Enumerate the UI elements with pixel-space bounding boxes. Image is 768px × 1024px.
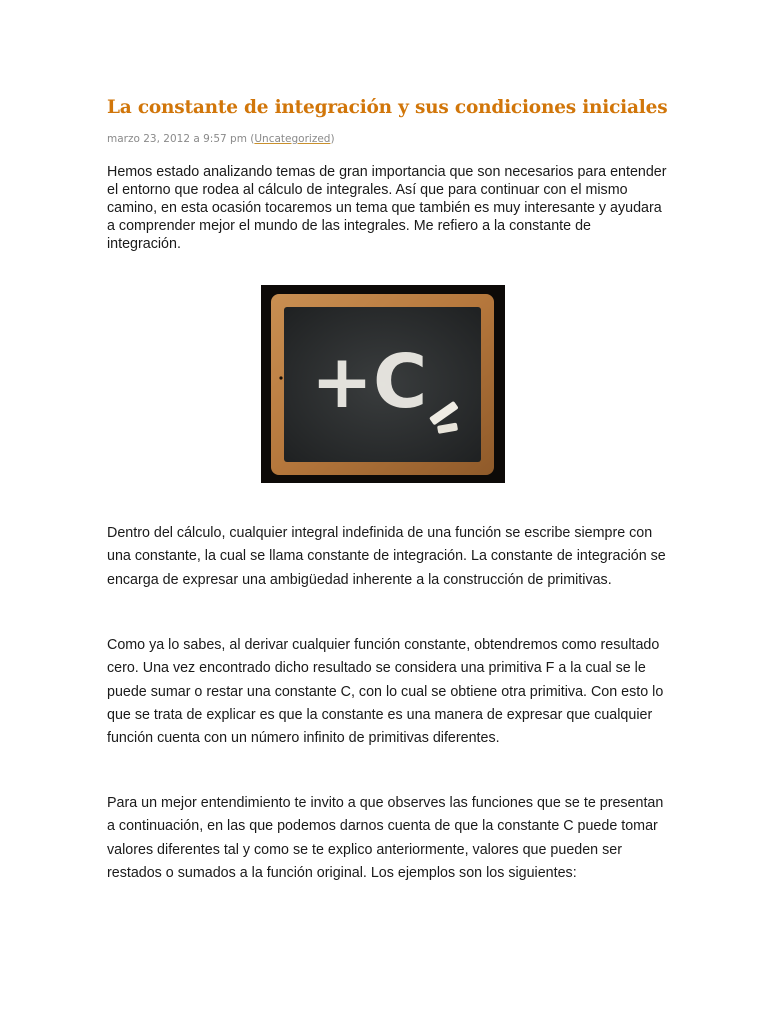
body-paragraph: Como ya lo sabes, al derivar cualquier función constante, obtendremos como resultado cero. Una vez encontrado dicho resultado se considera una primitiva F a la cual se le puede sumar o restar una constante C, con lo cual se obtiene otra primitiva. Con esto lo que se trata de explicar es que la constante es una manera de expresar que cualquier función cuenta con un número infinito de primitivas diferentes. xyxy=(107,637,664,747)
meta-close-paren: ) xyxy=(330,133,335,145)
category-link[interactable]: Uncategorized xyxy=(254,133,331,145)
chalkboard-illustration xyxy=(261,285,505,483)
body-paragraph: Dentro del cálculo, cualquier integral indefinida de una función se escribe siempre con una constante, la cual se llama constante de integración. La constante de integración se encarga de expresar una ambigüedad inherente a la construcción de primitivas. xyxy=(107,525,666,588)
chalkboard-image xyxy=(261,285,505,483)
intro-paragraph: Hemos estado analizando temas de gran importancia que son necesarios para entender el entorno que rodea al cálculo de integrales. Así que para continuar con el mismo camino, en esta ocasión tocaremos un tema que también es muy interesante y ayudara a comprender mejor el mundo de las integrales. Me refiero a la constante de integración. xyxy=(107,164,667,252)
meta-open-paren: ( xyxy=(246,133,255,145)
chalk-plus-c xyxy=(311,339,427,425)
svg-text:+C: +C xyxy=(311,339,428,425)
post-meta xyxy=(107,133,335,145)
post-title[interactable]: La constante de integración y sus condiciones iniciales xyxy=(107,97,668,118)
body-paragraph: Para un mejor entendimiento te invito a que observes las funciones que se te presentan a continuación, en las que podemos darnos cuenta de que la constante C puede tomar valores diferentes tal y como se te explico anteriormente, valores que pueden ser restados o sumados a la función original. Los ejemplos son los siguientes: xyxy=(107,795,664,881)
post-date: marzo 23, 2012 a 9:57 pm xyxy=(107,133,247,145)
